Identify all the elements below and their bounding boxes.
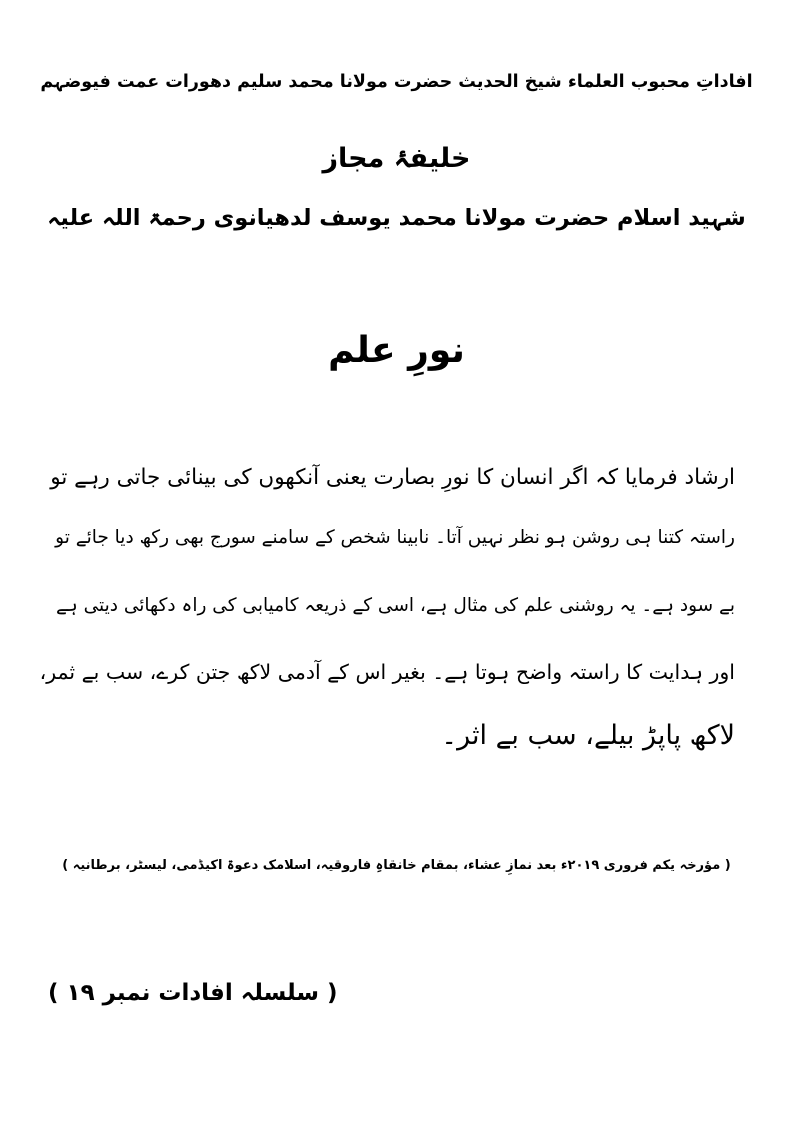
series-number: ( سلسلہ افادات نمبر ۱۹ ) [48, 980, 338, 1006]
body-line: اور ہدایت کا راستہ واضح ہوتا ہے۔ بغیر اس کے آدمی لاکھ جتن کرے، سب بے ثمر، [39, 660, 735, 684]
header-line-author: افاداتِ محبوب العلماء شیخ الحدیث حضرت مولانا محمد سلیم دھورات عمت فیوضہم [40, 72, 753, 92]
body-line: ارشاد فرمایا کہ اگر انسان کا نورِ بصارت یعنی آنکھوں کی بینائی جاتی رہے تو [50, 465, 735, 490]
page-title: نورِ علم [328, 330, 465, 371]
body-line: لاکھ پاپڑ بیلے، سب بے اثر۔ [441, 720, 735, 751]
header-line-shaheed: شہید اسلام حضرت مولانا محمد یوسف لدھیانوی رحمۃ اللہ علیہ [47, 205, 746, 231]
header-line-khalifa: خلیفۂ مجاز [322, 143, 471, 174]
body-line: بے سود ہے۔ یہ روشنی علم کی مثال ہے، اسی کے ذریعہ کامیابی کی راہ دکھائی دیتی ہے [56, 595, 735, 616]
date-location-note: ( مؤرخہ یکم فروری ۲۰۱۹ء بعد نمازِ عشاء، بمقام خانقاہِ فاروقیہ، اسلامک دعوۃ اکیڈمی، لیسٹر، برطانیہ ) [62, 858, 731, 873]
body-line: راستہ کتنا ہی روشن ہو نظر نہیں آتا۔ نابینا شخص کے سامنے سورج بھی رکھ دیا جائے تو [55, 527, 735, 548]
